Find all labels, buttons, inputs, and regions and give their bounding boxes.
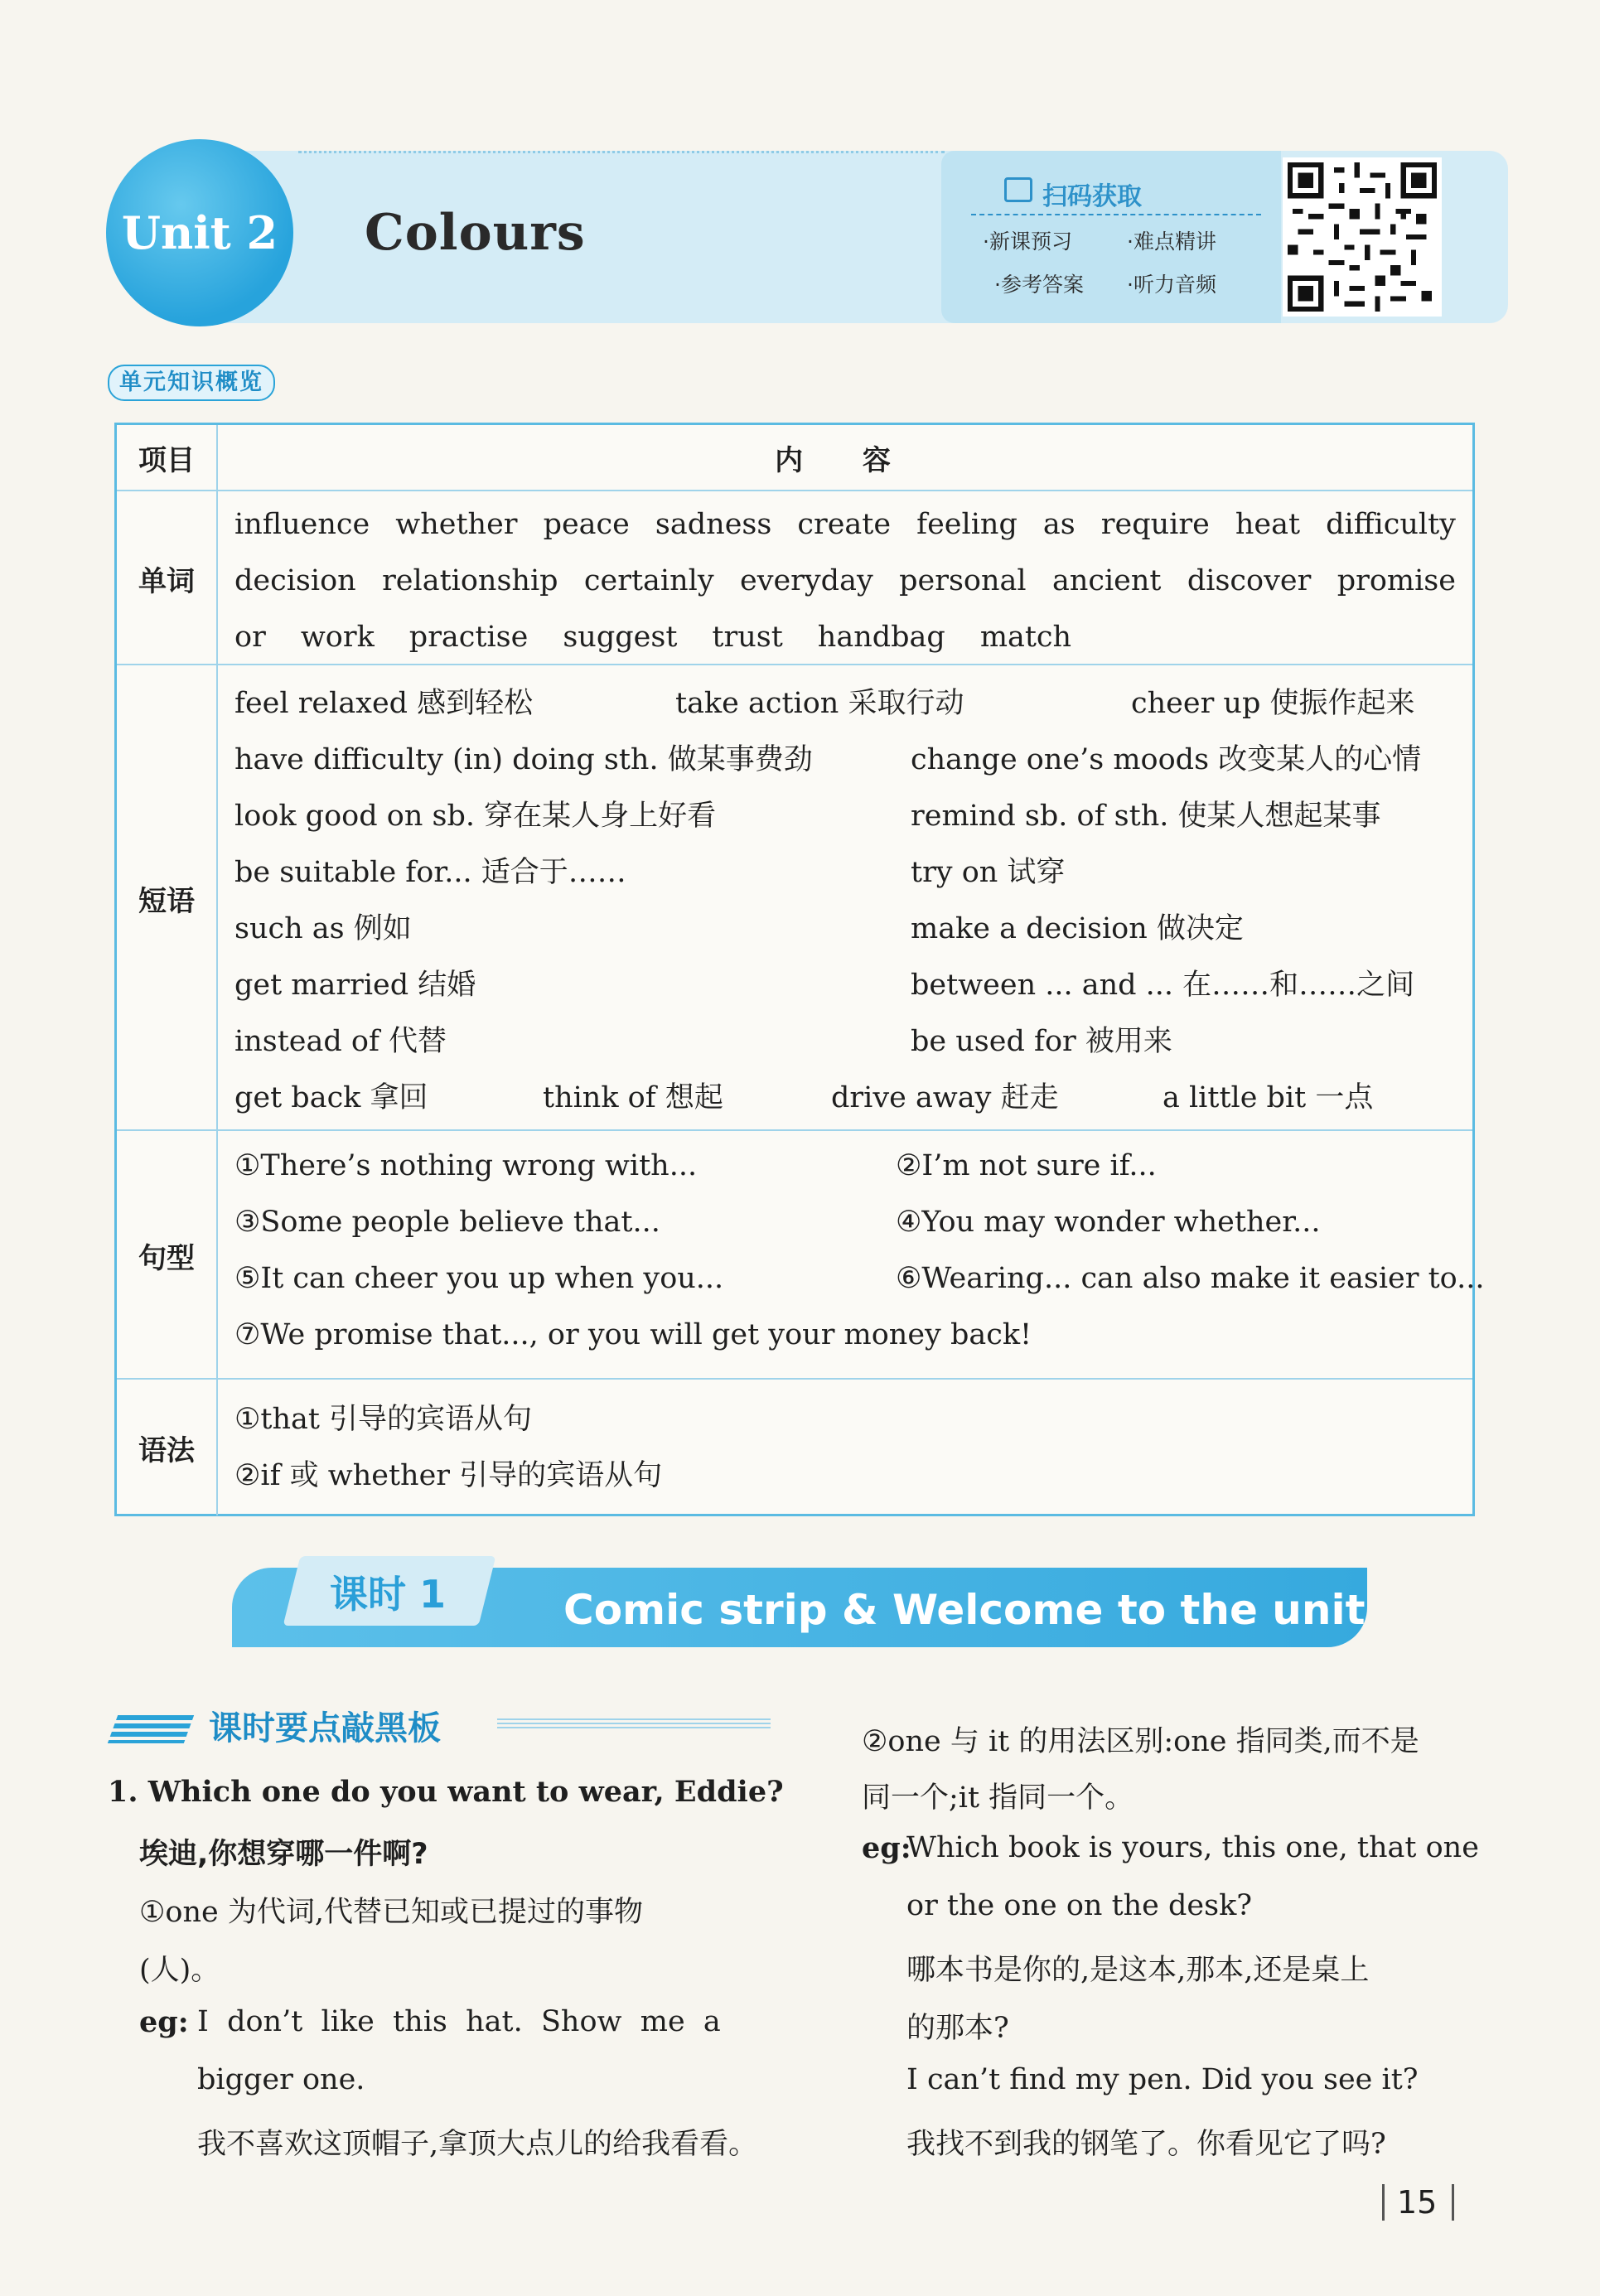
example-translation: 的那本?: [906, 2012, 1009, 2045]
page-number-bar: [1382, 2184, 1385, 2221]
word: peace: [543, 508, 630, 541]
word: personal: [899, 564, 1027, 597]
table-row-sentences: [117, 1129, 1485, 1380]
phrase: get married 结婚: [234, 969, 476, 1002]
scan-icon: [1004, 177, 1032, 202]
scan-divider: [971, 214, 1261, 215]
example-label: eg:: [139, 2005, 189, 2039]
phrase: a little bit 一点: [1163, 1081, 1374, 1114]
qr-code-icon[interactable]: [1283, 157, 1442, 317]
grammar-item: ①that 引导的宾语从句: [234, 1403, 533, 1436]
key-points-divider: [497, 1718, 771, 1730]
word: influence: [234, 508, 370, 541]
sentence-pattern: ①There’s nothing wrong with...: [234, 1149, 698, 1182]
sentence-pattern: ③Some people believe that...: [234, 1206, 660, 1239]
unit-title: Colours: [365, 204, 586, 262]
phrase: try on 试穿: [911, 856, 1066, 889]
word: promise: [1337, 564, 1456, 597]
unit-badge: Unit 2: [106, 139, 293, 326]
unit-overview-table: [114, 423, 1485, 1516]
phrase: think of 想起: [543, 1081, 723, 1114]
example-label: eg:: [862, 1831, 911, 1865]
page-number-bar: [1452, 2184, 1454, 2221]
phrase: instead of 代替: [234, 1025, 447, 1058]
words-line: [234, 508, 1456, 541]
sentence-pattern: ⑦We promise that..., or you will get your money back!: [234, 1318, 1032, 1351]
lesson-title: Comic strip & Welcome to the unit: [563, 1586, 1366, 1634]
example-translation: 我找不到我的钢笔了。你看见它了吗?: [906, 2128, 1386, 2161]
word: match: [979, 621, 1072, 654]
word: require: [1100, 508, 1210, 541]
phrase: have difficulty (in) doing sth. 做某事费劲: [234, 743, 813, 776]
word: sadness: [655, 508, 772, 541]
word: handbag: [817, 621, 945, 654]
phrase: look good on sb. 穿在某人身上好看: [234, 800, 717, 833]
key-sentence: 1. Which one do you want to wear, Eddie?: [108, 1775, 784, 1809]
header-divider: [298, 151, 945, 153]
word: whether: [395, 508, 518, 541]
example-sentence: I don’t like this hat. Show me a: [197, 2005, 721, 2038]
word: everyday: [739, 564, 873, 597]
phrase: be used for 被用来: [911, 1025, 1172, 1058]
table-header-label: 项目: [117, 425, 218, 490]
phrase: make a decision 做决定: [911, 912, 1244, 945]
words-line: [234, 621, 1071, 654]
word: or: [234, 621, 266, 654]
key-points-title: 课时要点敲黑板: [209, 1709, 441, 1747]
example-sentence: Which book is yours, this one, that one: [906, 1831, 1479, 1864]
word: decision: [234, 564, 356, 597]
phrase: between ... and ... 在……和……之间: [911, 969, 1415, 1002]
example-sentence: bigger one.: [197, 2063, 365, 2096]
word: ancient: [1051, 564, 1162, 597]
word: practise: [408, 621, 529, 654]
page-number: 15: [1397, 2184, 1438, 2221]
word: relationship: [382, 564, 558, 597]
phrases-label: 短语: [117, 665, 218, 1131]
sentence-pattern: ⑤It can cheer you up when you...: [234, 1262, 724, 1295]
phrase: be suitable for... 适合于……: [234, 856, 626, 889]
phrase: take action 采取行动: [675, 687, 964, 720]
phrase: such as 例如: [234, 912, 412, 945]
word: trust: [712, 621, 783, 654]
phrase: remind sb. of sth. 使某人想起某事: [911, 800, 1381, 833]
phrase: drive away 赶走: [831, 1081, 1059, 1114]
usage-note: ①one 为代词,代替已知或已提过的事物: [139, 1896, 643, 1929]
words-label: 单词: [117, 491, 218, 665]
table-row-grammar: [117, 1378, 1472, 1515]
phrase: change one’s moods 改变某人的心情: [911, 743, 1422, 776]
example-translation: 哪本书是你的,是这本,那本,还是桌上: [906, 1954, 1370, 1987]
example-sentence: or the one on the desk?: [906, 1889, 1253, 1922]
example-translation: 我不喜欢这顶帽子,拿顶大点儿的给我看看。: [197, 2128, 758, 2161]
sentence-pattern: ②I’m not sure if...: [896, 1149, 1157, 1182]
scan-item-explain[interactable]: ·难点精讲: [1127, 230, 1216, 254]
word: feeling: [916, 508, 1018, 541]
sentences-label: 句型: [117, 1131, 218, 1380]
word: work: [300, 621, 375, 654]
sentence-pattern: ④You may wonder whether...: [896, 1206, 1321, 1239]
table-row-phrases: [117, 664, 1472, 1131]
table-header-row: [117, 425, 1472, 490]
grammar-label: 语法: [117, 1380, 218, 1515]
usage-note: 同一个;it 指同一个。: [862, 1781, 1134, 1815]
key-sentence-translation: 埃迪,你想穿哪一件啊?: [139, 1838, 428, 1871]
scan-item-preview[interactable]: ·新课预习: [983, 230, 1072, 254]
sentence-pattern: ⑥Wearing... can also make it easier to...: [896, 1262, 1485, 1295]
words-line: [234, 564, 1456, 597]
word: certainly: [583, 564, 714, 597]
scan-title: 扫码获取: [1042, 182, 1142, 211]
table-row-words: [117, 490, 1472, 665]
table-header-content: 内 容: [775, 443, 916, 477]
word: difficulty: [1326, 508, 1456, 541]
word: discover: [1187, 564, 1312, 597]
usage-note: ②one 与 it 的用法区别:one 指同类,而不是: [862, 1725, 1419, 1758]
usage-note: (人)。: [139, 1954, 220, 1987]
phrase: cheer up 使振作起来: [1131, 687, 1415, 720]
grammar-item: ②if 或 whether 引导的宾语从句: [234, 1459, 663, 1492]
stripe-icon: [108, 1715, 194, 1743]
scan-item-answers[interactable]: ·参考答案: [994, 273, 1084, 297]
lesson-number: 课时 1: [330, 1572, 447, 1617]
scan-item-audio[interactable]: ·听力音频: [1127, 273, 1216, 297]
word: create: [797, 508, 892, 541]
word: suggest: [563, 621, 678, 654]
phrase: get back 拿回: [234, 1081, 428, 1114]
word: heat: [1235, 508, 1301, 541]
phrase: feel relaxed 感到轻松: [234, 687, 534, 720]
word: as: [1042, 508, 1076, 541]
overview-badge: 单元知识概览: [108, 365, 275, 401]
example-sentence: I can’t find my pen. Did you see it?: [906, 2063, 1419, 2096]
